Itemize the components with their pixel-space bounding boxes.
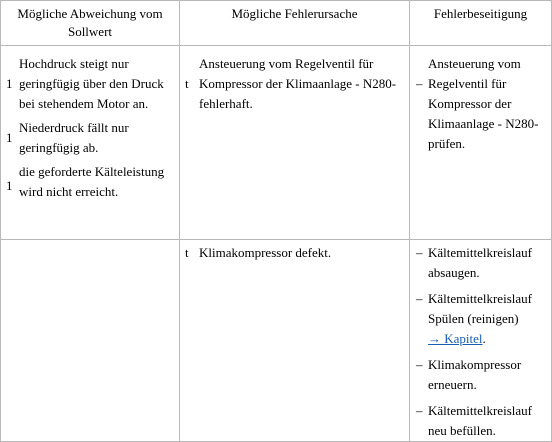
list-item: [416, 355, 551, 395]
remedy-text: Ansteuerung vom Regelventil für Kompressor der Klimaanlage - N280- prüfen.: [428, 56, 539, 151]
list-item: [416, 401, 551, 441]
deviation-text: die geforderte Kälteleistung wird nicht erreicht.: [19, 164, 165, 199]
remedy-text: Kältemittelkreislauf neu befüllen.: [428, 403, 532, 438]
header-remedy: Fehlerbeseitigung: [410, 1, 552, 46]
remedy-text: Kältemittelkreislauf Spülen (reinigen) → Kapitel.: [428, 291, 532, 346]
header-cause: Mögliche Fehlerursache: [180, 1, 410, 46]
bullet-marker: –: [416, 76, 423, 91]
bullet-marker: t: [185, 76, 189, 91]
list-item: [416, 289, 551, 349]
list-item: 1 die geforderte Kälteleistung wird nicht erreicht.: [6, 162, 179, 202]
list-item: 1 Niederdruck fällt nur geringfügig ab.: [6, 118, 179, 158]
remedy-text: Klimakompressor erneuern.: [428, 357, 522, 392]
bullet-marker: –: [416, 403, 423, 418]
header-row: [1, 1, 552, 46]
deviation-text: Niederdruck fällt nur geringfügig ab.: [19, 120, 129, 155]
chapter-link[interactable]: → Kapitel: [428, 331, 483, 346]
cause-text: Ansteuerung vom Regelventil für Kompressor der Klimaanlage - N280- fehlerhaft.: [199, 56, 397, 111]
list-item: [185, 54, 409, 114]
remedy-text: Kältemittelkreislauf absaugen.: [428, 245, 532, 280]
list-item: [416, 243, 551, 283]
bullet-marker: –: [416, 357, 423, 372]
cause-text: Klimakompressor defekt.: [199, 245, 332, 260]
table-row: [1, 240, 552, 442]
cause-cell: [180, 46, 410, 240]
table-row: [1, 46, 552, 240]
bullet-marker: t: [185, 245, 189, 260]
deviation-text: Hochdruck steigt nur geringfügig über den Druck bei stehendem Motor an.: [19, 56, 164, 111]
remedy-cell: [410, 240, 552, 442]
list-item: [185, 243, 409, 263]
list-item: 1 Hochdruck steigt nur geringfügig über den Druck bei stehendem Motor an.: [6, 54, 179, 114]
cause-cell: [180, 240, 410, 442]
bullet-marker: –: [416, 291, 423, 306]
bullet-marker: –: [416, 245, 423, 260]
deviation-cell: [1, 46, 180, 240]
list-item: [416, 54, 551, 154]
remedy-cell: [410, 46, 552, 240]
deviation-cell: [1, 240, 180, 442]
header-deviation: Mögliche Abweichung vom Sollwert: [1, 1, 180, 46]
